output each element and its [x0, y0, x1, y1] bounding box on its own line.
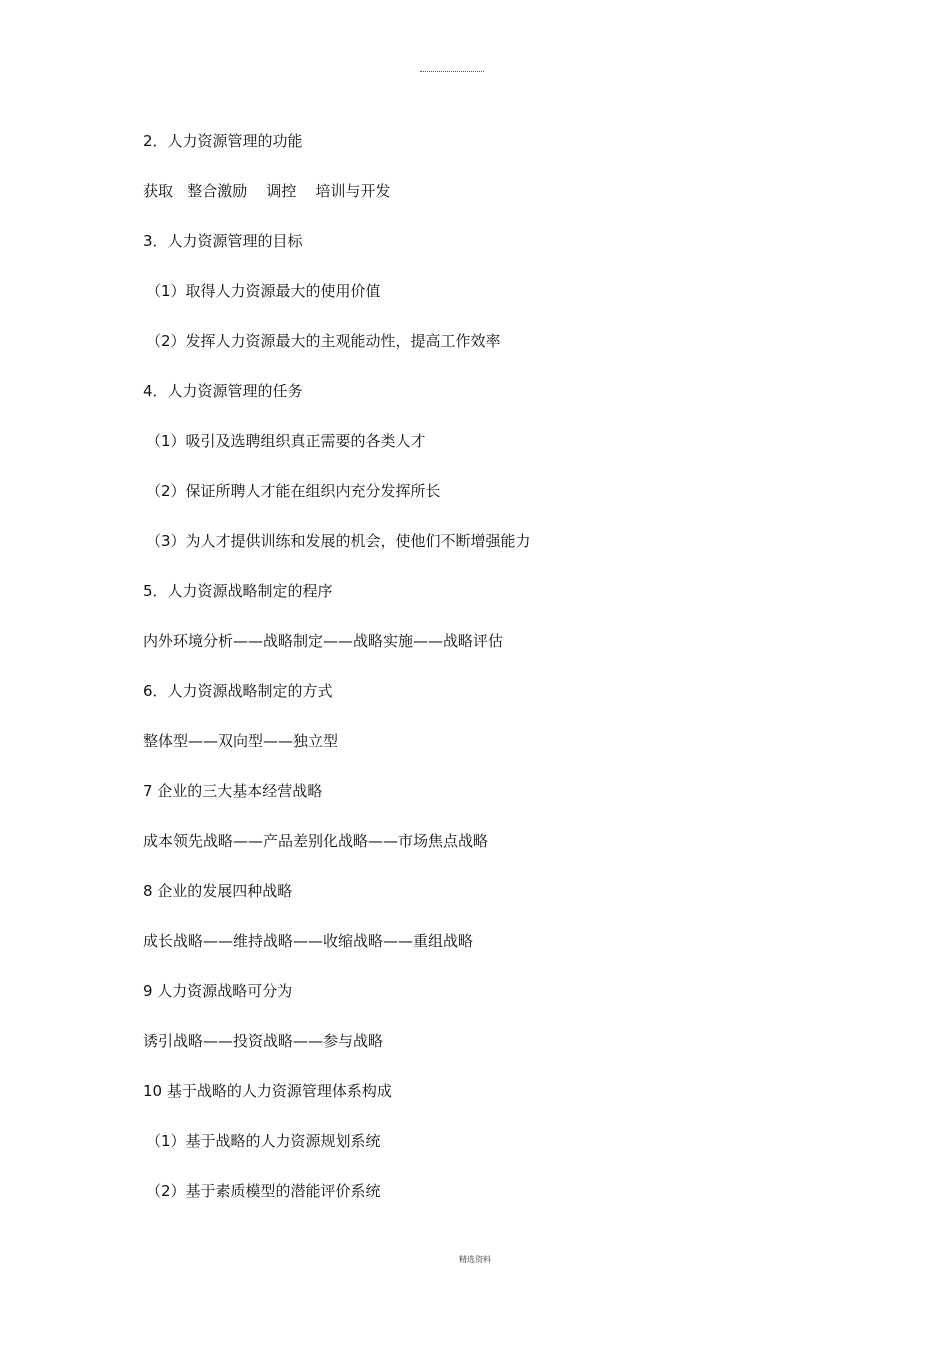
paragraph: 成本领先战略——产品差别化战略——市场焦点战略 [143, 832, 489, 850]
paragraph: 获取 整合激励 调控 培训与开发 [143, 182, 391, 200]
section-heading: 8 企业的发展四种战略 [143, 882, 293, 900]
header-divider [420, 71, 484, 72]
paragraph: 内外环境分析——战略制定——战略实施——战略评估 [143, 632, 504, 650]
paragraph: 诱引战略——投资战略——参与战略 [143, 1032, 384, 1050]
section-heading: 9 人力资源战略可分为 [143, 982, 293, 1000]
section-heading: 3．人力资源管理的目标 [143, 232, 303, 250]
section-heading: 6．人力资源战略制定的方式 [143, 682, 333, 700]
paragraph: 成长战略——维持战略——收缩战略——重组战略 [143, 932, 474, 950]
page-footer: 精选资料 [459, 1255, 491, 1264]
list-item: （2）基于素质模型的潜能评价系统 [146, 1182, 381, 1200]
section-heading: 5．人力资源战略制定的程序 [143, 582, 333, 600]
section-heading: 4．人力资源管理的任务 [143, 382, 303, 400]
list-item: （3）为人才提供训练和发展的机会，使他们不断增强能力 [146, 532, 531, 550]
section-heading: 7 企业的三大基本经营战略 [143, 782, 323, 800]
document-body [143, 128, 843, 1228]
list-item: （1）吸引及选聘组织真正需要的各类人才 [146, 432, 426, 450]
list-item: （1）取得人力资源最大的使用价值 [146, 282, 381, 300]
list-item: （1）基于战略的人力资源规划系统 [146, 1132, 381, 1150]
section-heading: 10 基于战略的人力资源管理体系构成 [143, 1082, 392, 1100]
list-item: （2）保证所聘人才能在组织内充分发挥所长 [146, 482, 441, 500]
paragraph: 整体型——双向型——独立型 [143, 732, 339, 750]
section-heading: 2．人力资源管理的功能 [143, 132, 303, 150]
list-item: （2）发挥人力资源最大的主观能动性，提高工作效率 [146, 332, 501, 350]
